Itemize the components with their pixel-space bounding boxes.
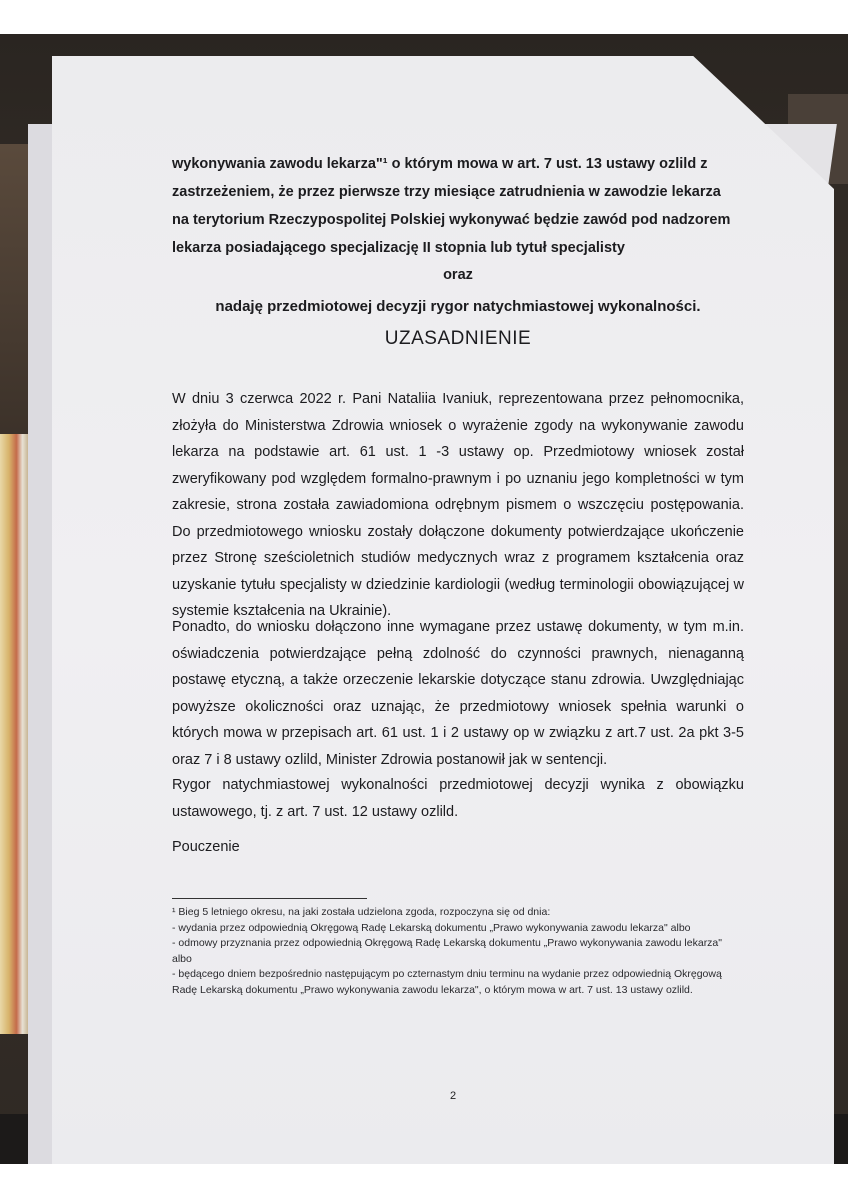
pouczenie-label: Pouczenie: [172, 839, 240, 855]
intro-line: zastrzeżeniem, że przez pierwsze trzy miesiące zatrudnienia w zawodzie lekarza: [172, 184, 721, 200]
footnote-line: - będącego dniem bezpośrednio następującym po czternastym dniu terminu na wydanie przez odpowiednią Okręgową Radę Lekarską dokumentu „Prawo wykonywania zawodu lekarza", o którym mowa w art. 7 ust. 13 ustawy ozlild.: [172, 968, 722, 996]
intro-line: na terytorium Rzeczypospolitej Polskiej wykonywać będzie zawód pod nadzorem: [172, 212, 731, 228]
paragraph-3: Rygor natychmiastowej wykonalności przedmiotowej decyzji wynika z obowiązku ustawowego, tj. z art. 7 ust. 12 ustawy ozlild.: [172, 777, 744, 820]
book-stack: [0, 434, 30, 1034]
oraz-text: oraz: [443, 267, 473, 283]
footnote-line: - wydania przez odpowiednią Okręgową Radę Lekarską dokumentu „Prawo wykonywania zawodu lekarza" albo: [172, 921, 691, 934]
paragraph-1: W dniu 3 czerwca 2022 r. Pani Nataliia Ivaniuk, reprezentowana przez pełnomocnika, złożyła do Ministerstwa Zdrowia wniosek o wyrażenie zgody na wykonywanie zawodu lekarza na podstawie art. 61 ust. 1 -3 ustawy op. Przedmiotowy wniosek został zweryfikowany pod względem formalno-prawnym i po uznaniu jego kompletności w tym zakresie, strona została zawiadomiona odrębnym pismem o wszczęciu postępowania. Do przedmiotowego wniosku zostały dołączone dokumenty potwierdzające ukończenie przez Stronę sześcioletnich studiów medycznych wraz z programem kształcenia oraz uzyskanie tytułu specjalisty w dziedzinie kardiologii (według terminologii obowiązującej w systemie kształcenia na Ukrainie).: [172, 391, 744, 619]
section-heading: UZASADNIENIE: [384, 328, 532, 349]
page-number: 2: [450, 1090, 457, 1102]
intro-line: lekarza posiadającego specjalizację II stopnia lub tytuł specjalisty: [172, 240, 625, 256]
footnote-divider: [172, 898, 367, 899]
rygor-statement: nadaję przedmiotowej decyzji rygor natychmiastowej wykonalności.: [215, 298, 701, 315]
paragraph-2: Ponadto, do wniosku dołączono inne wymagane przez ustawę dokumenty, w tym m.in. oświadczenia potwierdzające pełną zdolność do czynności prawnych, nienaganną postawę etyczną, a także orzeczenie lekarskie dotyczące stanu zdrowia. Uwzględniając powyższe okoliczności oraz uznając, że przedmiotowy wniosek spełnia warunki o których mowa w przepisach art. 61 ust. 1 i 2 ustawy op w związku z art.7 ust. 2a pkt 3-5 oraz 7 i 8 ustawy ozlild, Minister Zdrowia postanowił jak w sentencji.: [172, 619, 744, 768]
intro-block: [172, 150, 744, 262]
footnote-line: - odmowy przyznania przez odpowiednią Okręgową Radę Lekarską dokumentu „Prawo wykonywania zawodu lekarza" albo: [172, 937, 723, 965]
footnote: [172, 905, 732, 998]
footnote-line: ¹ Bieg 5 letniego okresu, na jaki została udzielona zgoda, rozpoczyna się od dnia:: [172, 906, 551, 918]
intro-line: wykonywania zawodu lekarza"¹ o którym mowa w art. 7 ust. 13 ustawy ozlild z: [172, 156, 708, 172]
